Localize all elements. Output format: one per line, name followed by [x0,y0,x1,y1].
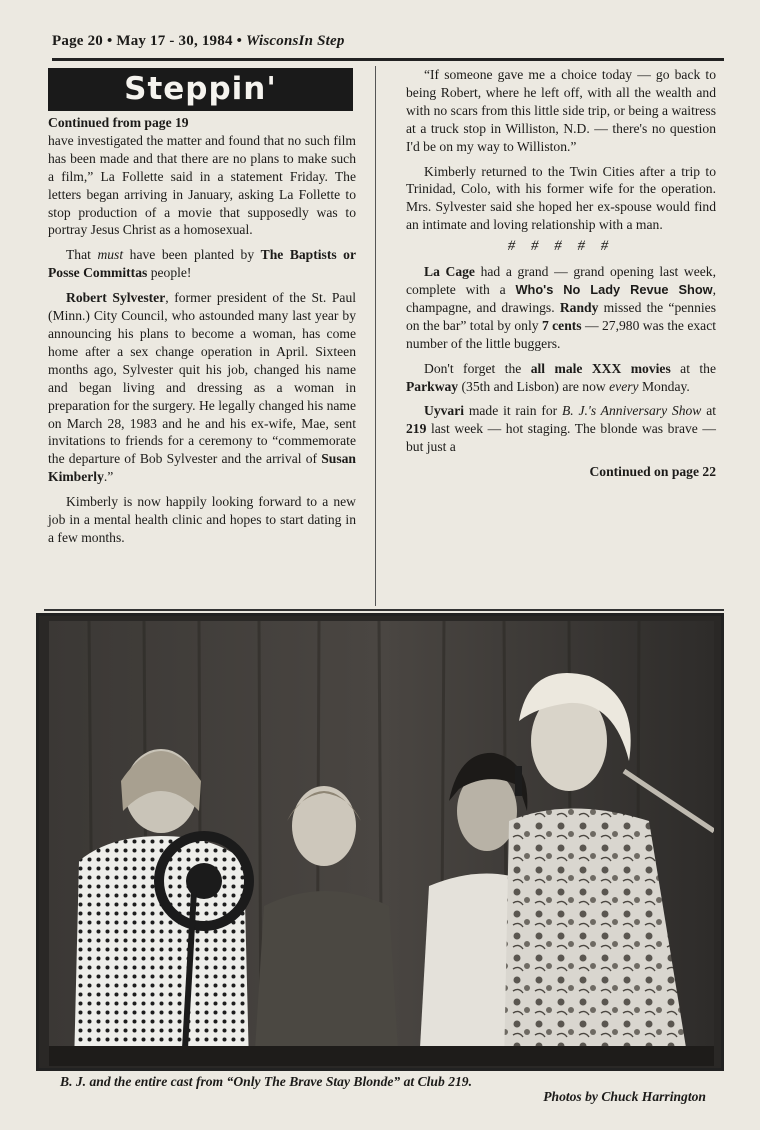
publication-name: WisconsIn Step [246,33,345,49]
photo-caption: B. J. and the entire cast from “Only The Brave Stay Blonde” at Club 219. [60,1074,472,1089]
article-paragraph: Uyvari made it rain for B. J.'s Anniversary Show at 219 last week — hot staging. The blonde was brave — but just a [406,403,716,455]
section-rule [44,609,724,611]
article-paragraph: Kimberly returned to the Twin Cities after a trip to Trinidad, Colo, with his former wife for the operation. Mrs. Sylvester said she hoped her ex-spouse would find an intimate and loving relationship with a man. [406,163,716,233]
cast-photo [49,621,714,1066]
article-paragraph: Robert Sylvester, former president of the St. Paul (Minn.) City Council, who astounded many last year by announcing his plans to become a woman, has come home after a sex change operation in April. Sixteen months ago, Sylvester quit his job, changed his name and began living and dressing as a woman in preparation for the surgery. He legally changed his name on March 28, 1983 and he and his ex-wife, Mae, sent invitations to friends for a ceremony to “commemorate the departure of Bob Sylvester and the arrival of Susan Kimberly.” [48,290,357,485]
article-paragraph: “If someone gave me a choice today — go back to being Robert, where he left off, with all the wealth and with no scars from this little side trip, or being a waitress at a truck stop in Williston, N.D. — there's no question I'd be on my way to Williston.” [406,67,716,154]
issue-date: May 17 - 30, 1984 [116,33,233,49]
column-title: Steppin' [48,68,353,111]
article-paragraph: Kimberly is now happily looking forward to a new job in a mental health clinic and hopes to start dating in a few months. [48,494,356,545]
page-number: Page 20 [52,33,103,49]
article-paragraph: La Cage had a grand — grand opening last week, complete with a Who's No Lady Revue Show, champagne, and drawings. Randy missed the “pennies on the bar” total by only 7 cents — 27,980 was the exact number of the little buggers. [406,264,717,351]
article-paragraph: Continued from page 19 have investigated the matter and found that no such film has been made and that there are no plans to make such a film,” La Follette said in a statement Friday. The letters began arriving in January, asking La Follette to stop production of a movie that supposedly was to portray Jesus Christ as a homosexual. [48,115,356,238]
page-header: Page 20 • May 17 - 30, 1984 • WisconsIn Step [52,33,345,49]
photo-credit: Photos by Chuck Harrington [543,1089,706,1104]
continued-on-label: Continued on page 22 [589,464,716,480]
photo-frame [36,613,724,1071]
article-column-right [406,66,716,481]
article-paragraph: That must have been planted by The Baptists or Posse Committas people! [48,247,357,281]
continued-from-label: Continued from page 19 [48,115,189,130]
article-column-left [48,114,356,547]
column-divider [375,66,376,606]
section-divider: # # # # # [507,238,615,255]
article-paragraph: Don't forget the all male XXX movies at the Parkway (35th and Lisbon) are now every Monday. [406,360,716,394]
header-rule [52,58,724,61]
